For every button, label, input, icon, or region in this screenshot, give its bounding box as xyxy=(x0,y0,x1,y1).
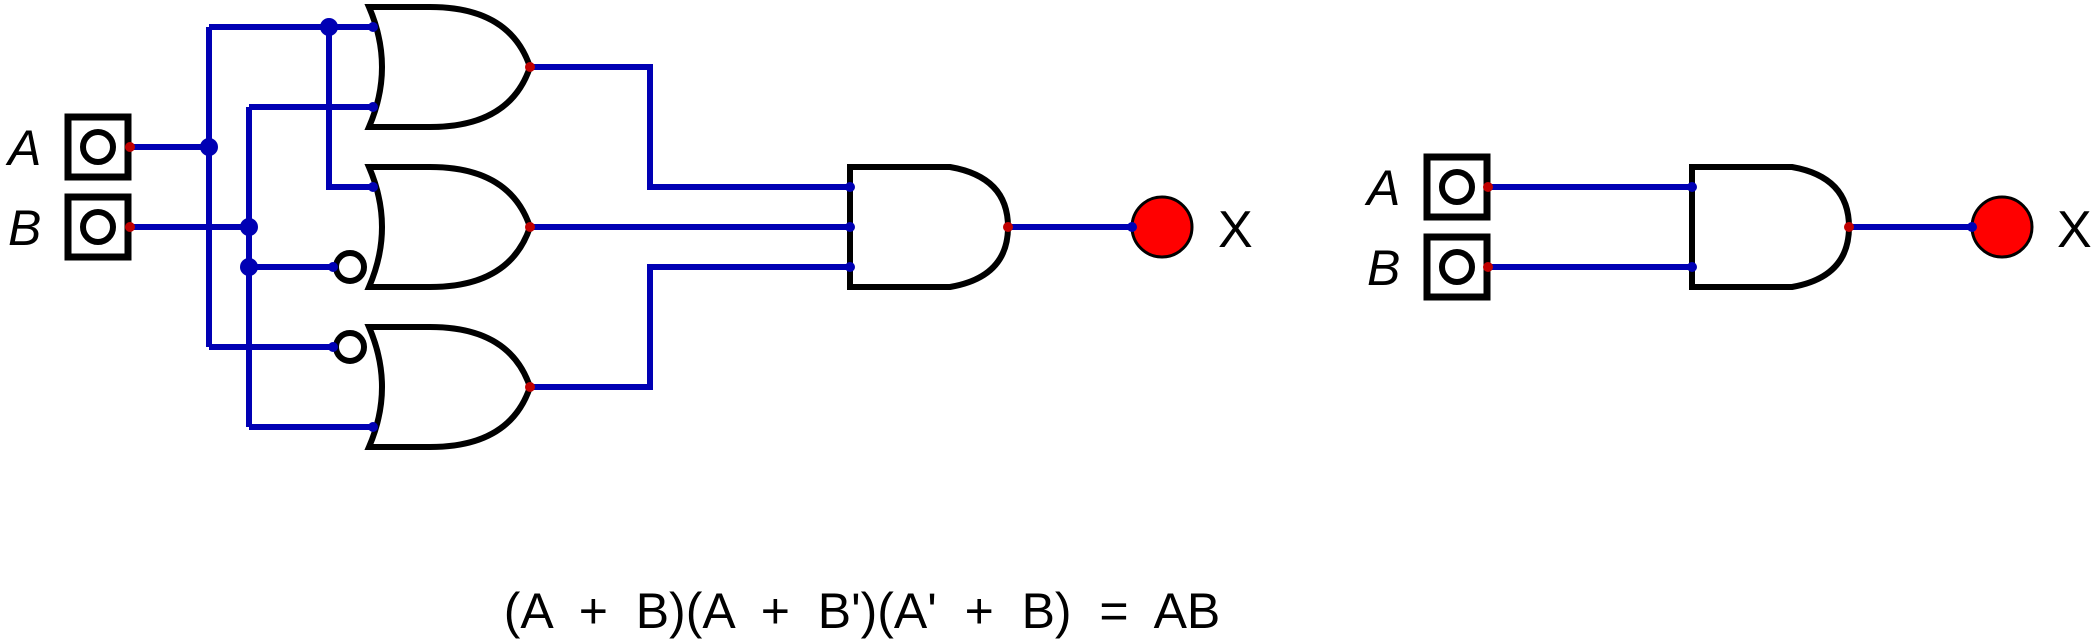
output-pin xyxy=(1483,182,1493,192)
inverter-bubble-icon xyxy=(336,333,364,361)
output-pin xyxy=(1003,222,1013,232)
switch-toggle-icon xyxy=(1442,172,1472,202)
input-pin xyxy=(1687,182,1697,192)
output-label-x: X xyxy=(2057,201,2092,259)
input-switch-a[interactable] xyxy=(1427,157,1493,217)
input-pin xyxy=(328,342,338,352)
output-led-2[interactable] xyxy=(1967,197,2032,257)
led-icon xyxy=(1132,197,1192,257)
input-label-a: A xyxy=(1367,160,1401,216)
and-gate-2[interactable] xyxy=(1687,167,1854,287)
junction-dot xyxy=(240,258,258,276)
circuit-1-junctions xyxy=(200,18,338,276)
switch-toggle-icon xyxy=(83,132,113,162)
switch-toggle-icon xyxy=(1442,252,1472,282)
input-pin xyxy=(328,262,338,272)
switch-toggle-icon xyxy=(83,212,113,242)
input-label-b: B xyxy=(1367,240,1401,296)
input-label-a: A xyxy=(8,120,42,176)
circuit-1 xyxy=(5,7,1253,447)
or-gate-1[interactable] xyxy=(368,7,535,127)
input-pin xyxy=(368,102,378,112)
output-pin xyxy=(125,142,135,152)
output-pin xyxy=(525,382,535,392)
output-led-1[interactable] xyxy=(1127,197,1192,257)
inverter-bubble-icon xyxy=(336,253,364,281)
input-switch-b[interactable] xyxy=(1427,237,1493,297)
input-pin xyxy=(1687,262,1697,272)
input-pin xyxy=(1967,222,1977,232)
input-pin xyxy=(845,182,855,192)
input-pin xyxy=(368,422,378,432)
circuit-2 xyxy=(1364,157,2092,297)
input-pin xyxy=(368,182,378,192)
input-pin xyxy=(368,22,378,32)
input-label-b: B xyxy=(8,200,42,256)
junction-dot xyxy=(240,218,258,236)
output-pin xyxy=(1844,222,1854,232)
output-pin xyxy=(525,222,535,232)
input-pin xyxy=(845,262,855,272)
output-pin xyxy=(1483,262,1493,272)
output-pin xyxy=(125,222,135,232)
junction-dot xyxy=(200,138,218,156)
wire-or3-and[interactable] xyxy=(530,267,850,387)
and-gate-1[interactable] xyxy=(845,167,1013,287)
junction-dot xyxy=(320,18,338,36)
output-label-x: X xyxy=(1218,201,1253,259)
wire-or1-and[interactable] xyxy=(530,67,850,187)
input-switch-b[interactable] xyxy=(68,197,135,257)
boolean-equation: (A + B)(A + B')(A' + B) = AB xyxy=(503,583,1221,639)
input-pin xyxy=(845,222,855,232)
led-icon xyxy=(1972,197,2032,257)
output-pin xyxy=(525,62,535,72)
input-pin xyxy=(1127,222,1137,232)
input-switch-a[interactable] xyxy=(68,117,135,177)
